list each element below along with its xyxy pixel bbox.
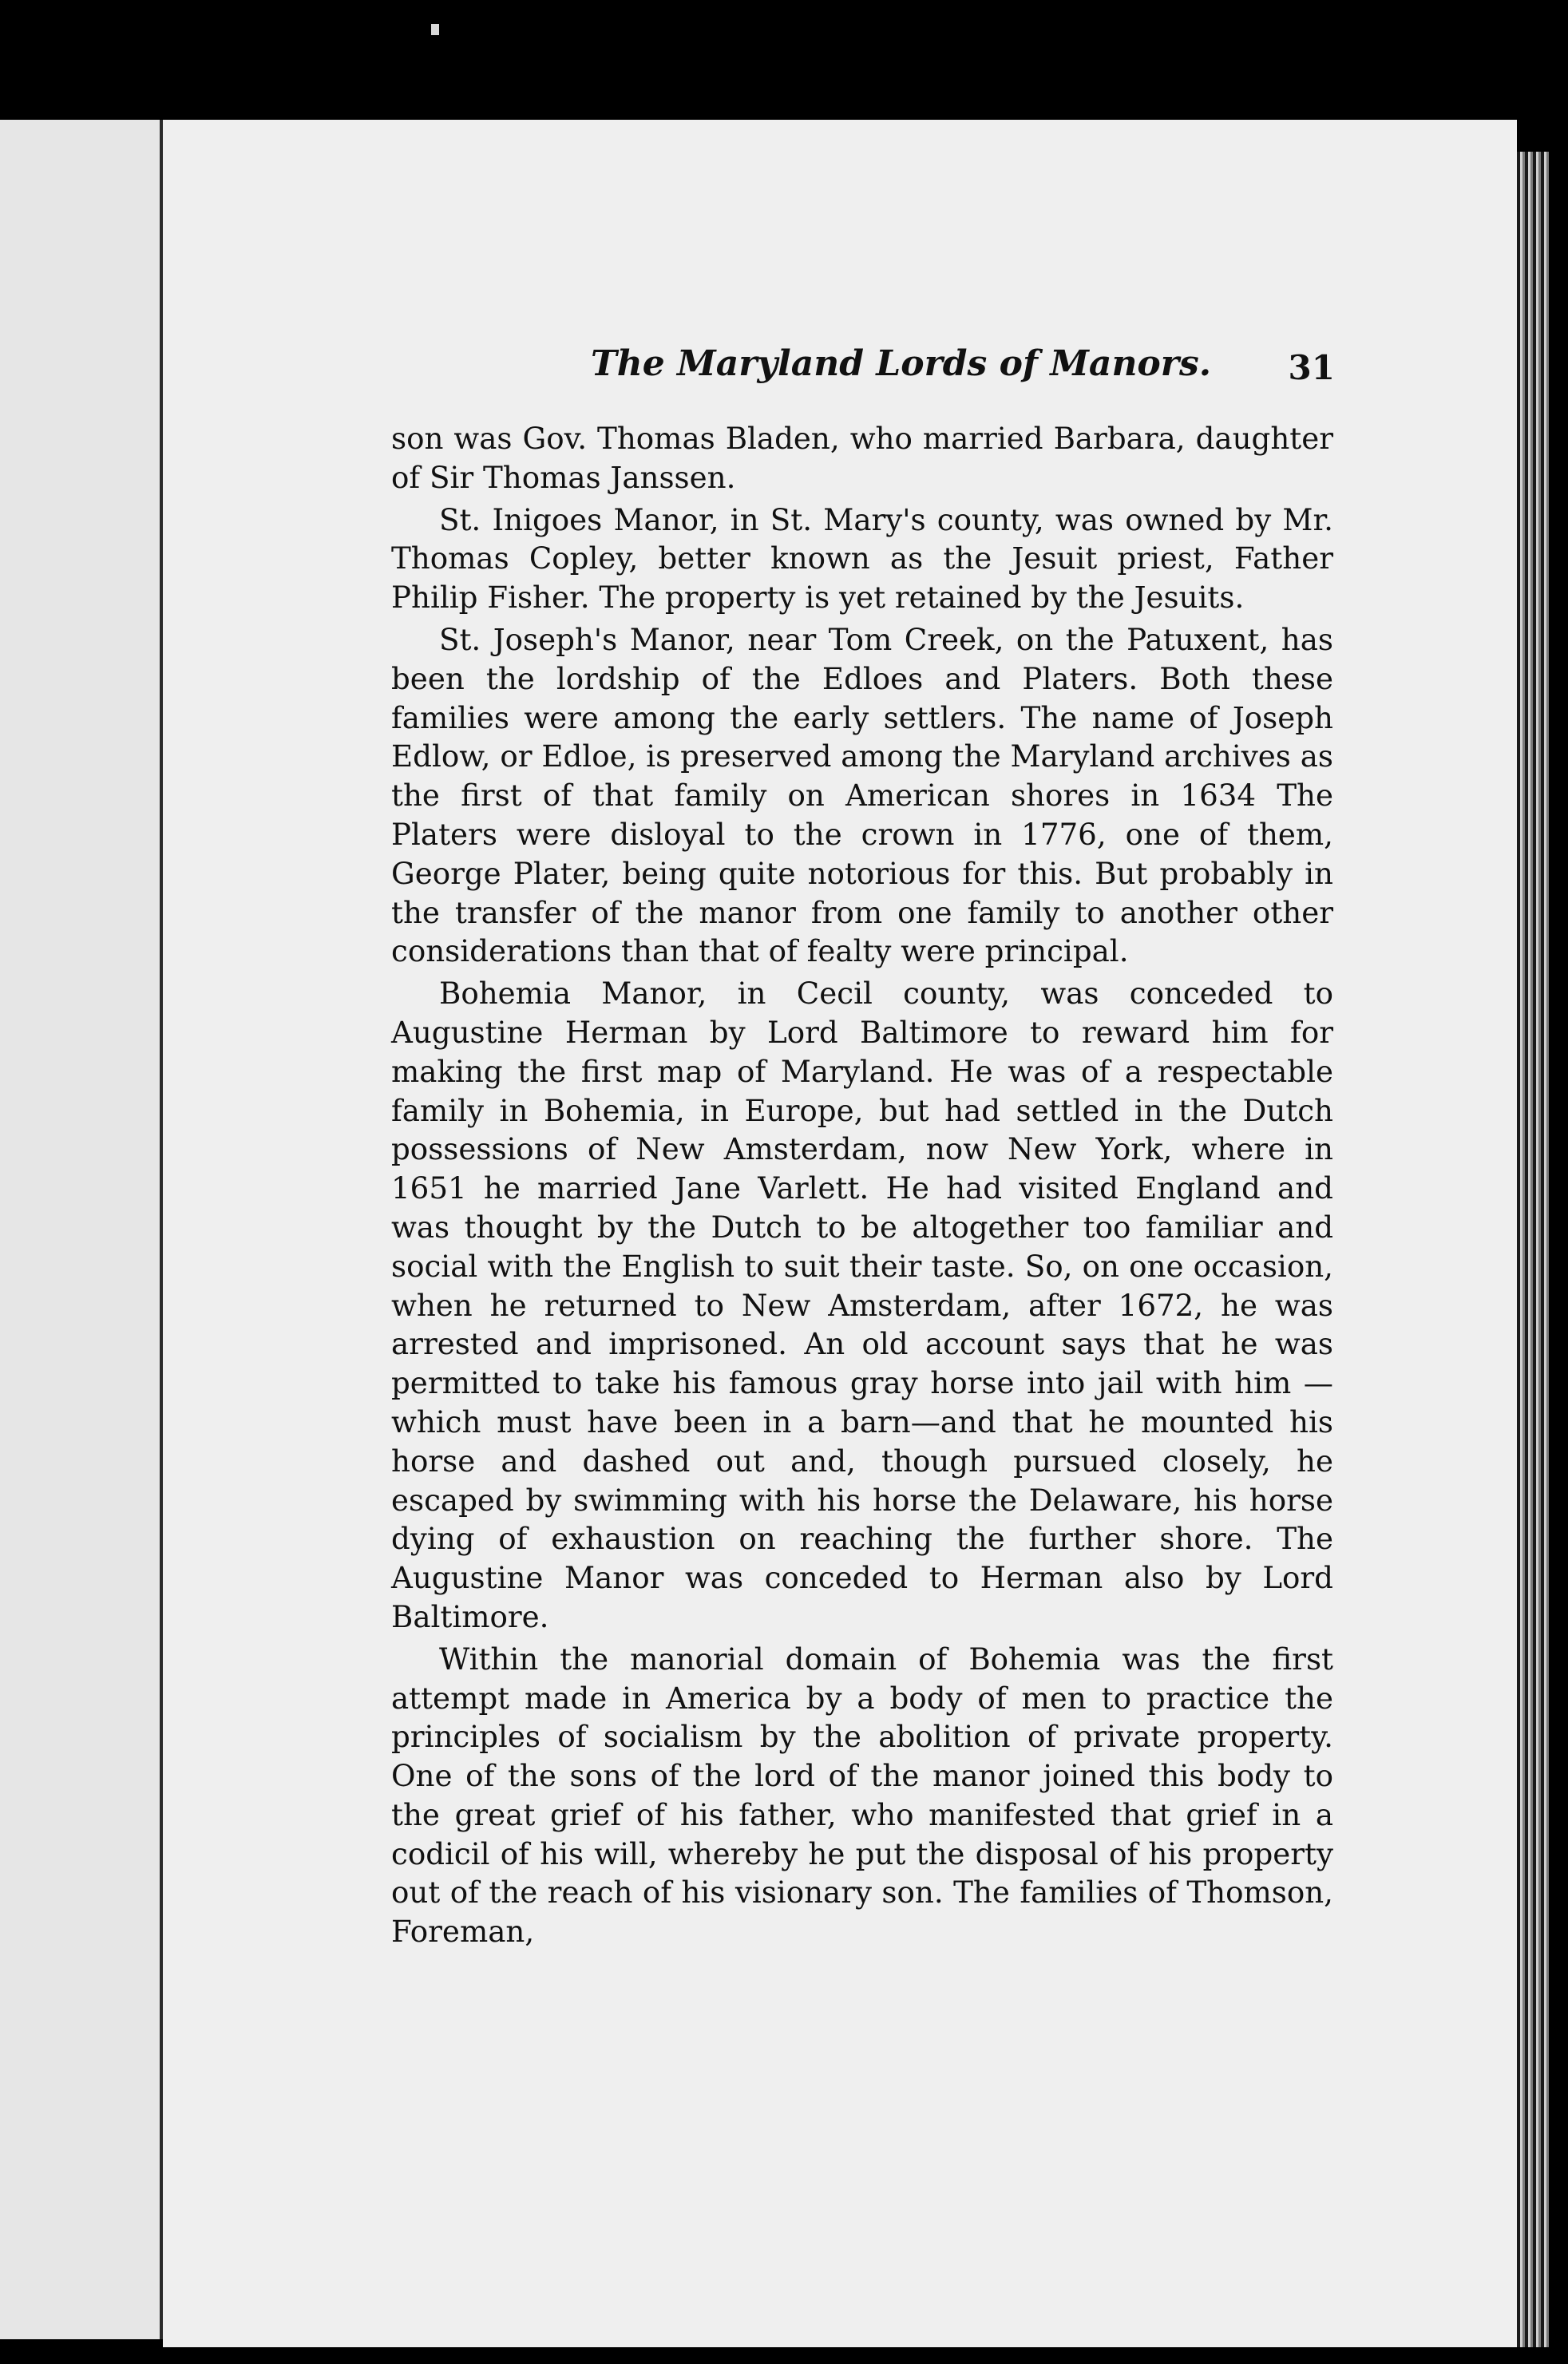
paragraph: Bohemia Manor, in Cecil county, was conceded to Augustine Herman by Lord Baltimore to reward him for making the first map of Maryland. He was of a respectable family in Bohemia, in Europe, but had settled in the Dutch possessions of New Amsterdam, now New York, where in 1651 he married Jane Varlett. He had visited England and was thought by the Dutch to be altogether too familiar and social with the English to suit their taste. So, on one occasion, when he returned to New Amsterdam, after 1672, he was arrested and imprisoned. An old account says that he was permitted to take his famous gray horse into jail with him —which must have been in a barn—and that he mounted his horse and dashed out and, though pursued closely, he escaped by swimming with his horse the Delaware, his horse dying of exhaustion on reaching the further shore. The Augustine Manor was conceded to Herman also by Lord Baltimore.: [391, 976, 1333, 1634]
page-header: [591, 343, 1349, 399]
body-text: [391, 419, 1333, 1951]
paragraph: St. Joseph's Manor, near Tom Creek, on the Patuxent, has been the lordship of the Edloes and Platers. Both these families were among the early settlers. The name of Joseph Edlow, or Edloe, is preserved among the Maryland archives as the first of that family on American shores in 1634 The Platers were disloyal to the crown in 1776, one of them, George Plater, being quite notorious for this. But probably in the transfer of the manor from one family to another other considerations than that of fealty were principal.: [391, 621, 1333, 969]
page-stack-edge: [1517, 152, 1549, 2347]
paragraph: Within the manorial domain of Bohemia was the first attempt made in America by a body of men to practice the principles of socialism by the abolition of private property. One of the sons of the lord of the manor joined this body to the great grief of his father, who manifested that grief in a codicil of his will, whereby he put the disposal of his property out of the reach of his visionary son. The families of Thomson, Foreman,: [391, 1641, 1333, 1950]
scan-speck: [431, 24, 439, 35]
paragraph: St. Inigoes Manor, in St. Mary's county, was owned by Mr. Thomas Copley, better known as the Jesuit priest, Father Philip Fisher. The property is yet retained by the Jesuits.: [391, 501, 1333, 616]
running-title: The Maryland Lords of Manors.: [591, 343, 1212, 384]
page-number: 31: [1288, 348, 1335, 387]
paragraph: son was Gov. Thomas Bladen, who married Barbara, daughter of Sir Thomas Janssen.: [391, 421, 1333, 495]
facing-page-edge: [0, 120, 163, 2339]
